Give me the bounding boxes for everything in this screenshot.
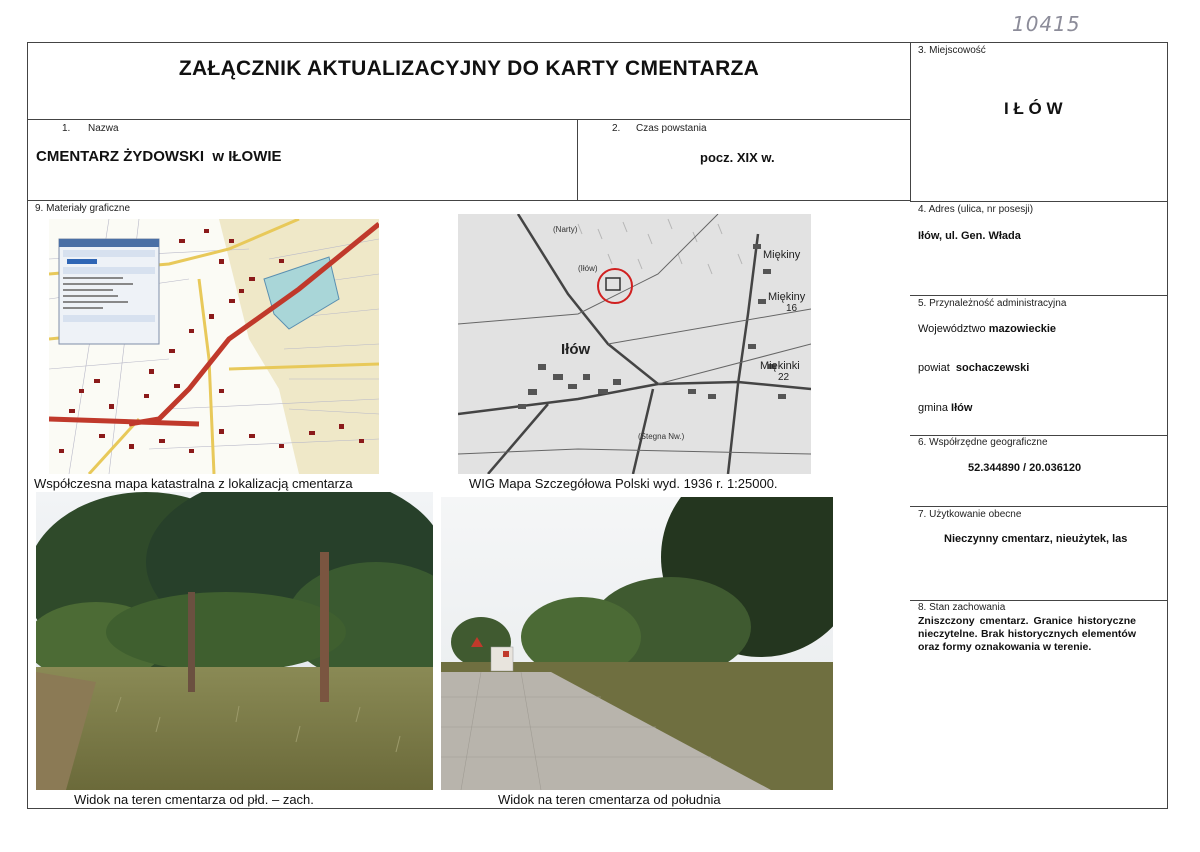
commune-prefix: gmina <box>918 402 948 414</box>
wig-label-mie2: Miękiny <box>768 291 806 303</box>
founded-value: pocz. XIX w. <box>700 150 775 165</box>
usage-label: 7. Użytkowanie obecne <box>918 509 1022 520</box>
coords-value: 52.344890 / 20.036120 <box>968 462 1082 474</box>
name-label: Nazwa <box>88 123 119 134</box>
admin-label: 5. Przynależność administracyjna <box>918 298 1067 309</box>
photo1-caption: Widok na teren cmentarza od płd. – zach. <box>74 792 314 807</box>
voivodeship-row <box>918 323 1056 335</box>
voivodeship-value: mazowieckie <box>988 323 1056 335</box>
wig-label-ilow-small: (Iłów) <box>578 264 598 273</box>
address-cell <box>910 201 1168 296</box>
photo-southwest <box>36 492 433 790</box>
wig-label-town: Iłów <box>561 341 591 358</box>
wig-label-22: 22 <box>778 372 790 383</box>
cadastral-map <box>49 219 379 474</box>
photo2-caption: Widok na teren cmentarza od południa <box>498 792 721 807</box>
photo-south <box>441 497 833 790</box>
graphics-label: 9. Materiały graficzne <box>35 203 131 214</box>
name-value: CMENTARZ ŻYDOWSKI w IŁOWIE <box>36 148 282 165</box>
locality-cell <box>910 42 1168 202</box>
address-value: Iłów, ul. Gen. Włada <box>918 230 1021 242</box>
page-title: ZAŁĄCZNIK AKTUALIZACYJNY DO KARTY CMENTARZA <box>178 57 760 80</box>
usage-cell <box>910 506 1168 601</box>
wig-map <box>458 214 811 474</box>
county-value: sochaczewski <box>955 362 1030 374</box>
usage-value: Nieczynny cmentarz, nieużytek, las <box>944 533 1128 545</box>
wig-label-16: 16 <box>786 303 798 314</box>
wig-caption: WIG Mapa Szczegółowa Polski wyd. 1936 r. 1:25000. <box>469 476 778 491</box>
commune-value: Iłów <box>951 402 973 414</box>
locality-label: 3. Miejscowość <box>918 45 986 56</box>
founded-label: Czas powstania <box>636 123 707 134</box>
condition-label: 8. Stan zachowania <box>918 602 1006 613</box>
wig-label-mie1: Miękiny <box>763 249 801 261</box>
voivodeship-prefix: Województwo <box>918 323 986 335</box>
founded-label-num: 2. <box>612 123 621 134</box>
wig-label-mie3: Miękinki <box>760 360 800 372</box>
archive-number: 10415 <box>1012 12 1081 36</box>
coords-label: 6. Współrzędne geograficzne <box>918 437 1048 448</box>
cadastral-caption: Współczesna mapa katastralna z lokalizacją cmentarza <box>34 476 353 491</box>
commune-row <box>918 402 972 414</box>
name-label-num: 1. <box>62 123 71 134</box>
title-cell <box>27 42 911 120</box>
locality-value: I Ł Ó W <box>1004 99 1063 118</box>
condition-value: Zniszczony cmentarz. Granice historyczne nieczytelne. Brak historycznych elementów oraz formy oznakowania w terenie. <box>918 615 1136 653</box>
address-label: 4. Adres (ulica, nr posesji) <box>918 204 1034 215</box>
county-row <box>918 362 1029 374</box>
county-prefix: powiat <box>918 362 950 374</box>
wig-label-narty: (Narty) <box>553 225 578 234</box>
wig-label-stegna: (Stegna Nw.) <box>638 432 685 441</box>
